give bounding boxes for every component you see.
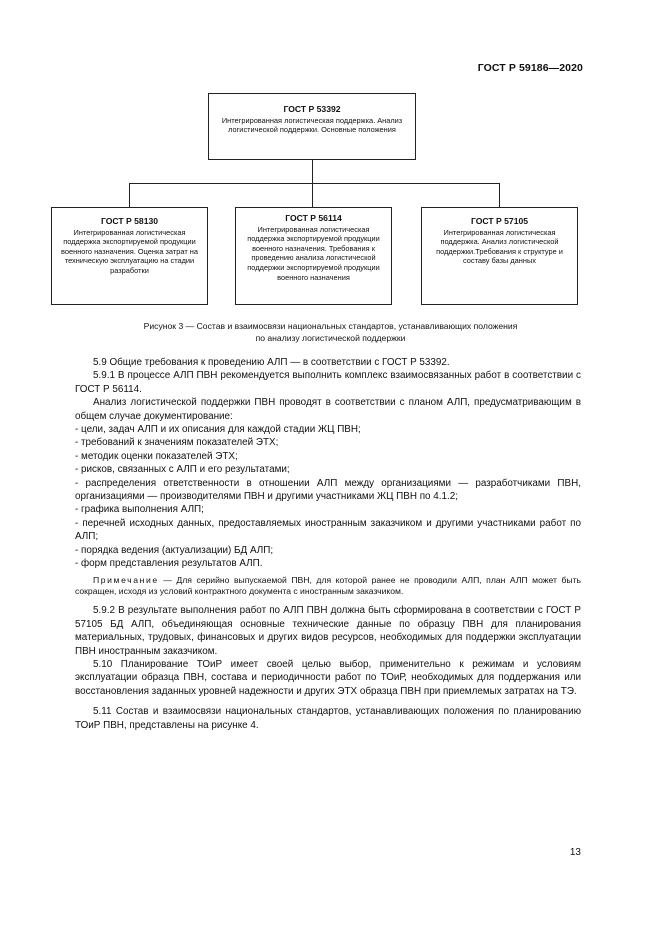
connector-left — [129, 183, 130, 207]
diagram-box-left — [51, 207, 208, 305]
paragraph-5-9-2: 5.9.2 В результате выполнения работ по АЛП ПВН должна быть сформирована в соответствии с ГОСТ Р 57105 БД АЛП, объединяющая основные технические данные по образцу ПВН для планирования материальных, трудовых, финансовых и других видов ресурсов, необходимых для поддержки эксплуатации ПВН иностранным заказчиком. — [75, 605, 581, 657]
list-item: - требований к значениям показателей ЭТХ; — [75, 437, 279, 449]
connector-right — [499, 183, 500, 207]
box-left-standard: ГОСТ Р 58130 — [100, 216, 159, 226]
list-item: - перечней исходных данных, предоставляемых иностранным заказчиком и другими участниками работ по АЛП; — [75, 517, 581, 543]
box-top-standard: ГОСТ Р 53392 — [283, 104, 341, 114]
paragraph-5-11: 5.11 Состав и взаимосвязи национальных стандартов, устанавливающих положения по планированию ТОиР ПВН, представлены на рисунке 4. — [75, 706, 581, 731]
connector-horizontal — [129, 183, 500, 184]
caption-line-1: Рисунок 3 — Состав и взаимосвязи национальных стандартов, устанавливающих положения — [143, 321, 518, 331]
box-mid-standard: ГОСТ Р 56114 — [285, 213, 342, 223]
box-left-description: Интегрированная логистическая поддержка экспортируемой продукции военного назначения. Оценка затрат на техническую эксплуатацию на стадии разработки — [61, 227, 198, 275]
document-header: ГОСТ Р 59186—2020 — [477, 62, 583, 74]
box-top-description: Интегрированная логистическая поддержка. Анализ логистической поддержки. Основные положения — [221, 115, 403, 135]
paragraph-5-9-1: 5.9.1 В процессе АЛП ПВН рекомендуется выполнить комплекс взаимосвязанных работ в соответствии с ГОСТ Р 56114. — [75, 370, 581, 395]
standards-diagram — [0, 0, 661, 320]
diagram-box-top — [208, 93, 416, 160]
note-label: Примечание — [93, 574, 159, 585]
page-number: 13 — [569, 847, 581, 858]
paragraph-plan-intro: Анализ логистической поддержки ПВН проводят в соответствии с планом АЛП, предусматривающим в общем случае документирование: — [75, 397, 581, 422]
list-item: - цели, задач АЛП и их описания для каждой стадии ЖЦ ПВН; — [75, 424, 361, 436]
diagram-box-middle — [235, 207, 392, 305]
figure-caption — [60, 320, 601, 344]
list-item: - распределения ответственности в отношении АЛП между организациями — разработчиками ПВН, организациями — производителями ПВН и другими участниками ЖЦ ПВН по 4.1.2; — [75, 477, 581, 503]
list-item: - графика выполнения АЛП; — [75, 504, 204, 516]
body-text — [75, 356, 581, 732]
box-mid-description: Интегрированная логистическая поддержка экспортируемой продукции военного назначения. Требования к проведению анализа логистической поддержки экспортируемой продукции военного назначения — [247, 224, 380, 282]
list-item: - форм представления результатов АЛП. — [75, 558, 263, 570]
diagram-box-right — [421, 207, 578, 305]
connector-vertical-top — [312, 160, 313, 183]
list-item: - порядка ведения (актуализации) БД АЛП; — [75, 544, 274, 556]
note — [75, 575, 581, 598]
caption-line-2: по анализу логистической поддержки — [255, 333, 406, 343]
paragraph-5-9: 5.9 Общие требования к проведению АЛП — в соответствии с ГОСТ Р 53392. — [93, 357, 450, 368]
box-right-standard: ГОСТ Р 57105 — [470, 216, 529, 226]
list-item: - рисков, связанных с АЛП и его результатами; — [75, 464, 290, 476]
paragraph-5-10: 5.10 Планирование ТОиР имеет своей целью выбор, применительно к режимам и условиям эксплуатации образца ПВН, состава и периодичности работ по ТОиР, необходимых для поддержания или восстановления заданных уровней надежности и других ЭТХ образца ПВН при приемлемых затратах на ТЭ. — [75, 658, 581, 697]
box-right-description: Интегрированная логистическая поддержка. Анализ логистической поддержки.Требования к структуре и составу базы данных — [436, 227, 563, 266]
list-item: - методик оценки показателей ЭТХ; — [75, 450, 238, 462]
connector-mid — [312, 183, 313, 207]
note-text: — Для серийно выпускаемой ПВН, для которой ранее не проводили АЛП, план АЛП может быть сокращен, исходя из условий контрактного документа с иностранным заказчиком. — [75, 574, 581, 596]
